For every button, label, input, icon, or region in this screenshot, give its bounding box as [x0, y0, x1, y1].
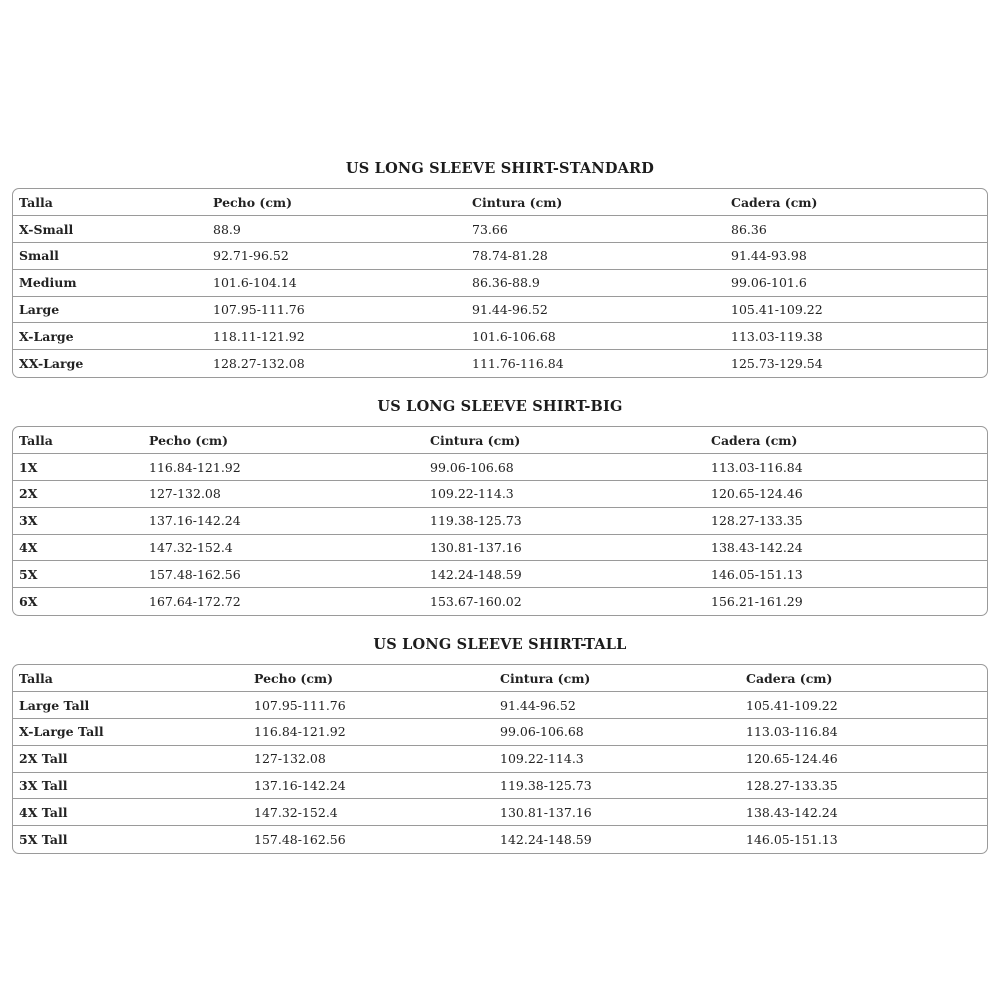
value-cell: 146.05-151.13: [740, 826, 987, 853]
header-cell: Talla: [19, 194, 53, 210]
table-row: [13, 350, 987, 377]
value-cell: 99.06-106.68: [424, 454, 705, 481]
value-cell: 120.65-124.46: [705, 481, 987, 508]
size-cell: X-Small: [13, 216, 207, 243]
size-cell: 5X Tall: [13, 826, 248, 853]
table-row: [13, 323, 987, 350]
value-cell: 118.11-121.92: [207, 323, 466, 350]
value-cell: 147.32-152.4: [248, 799, 494, 826]
value-cell: 101.6-106.68: [466, 323, 725, 350]
value-cell: 92.71-96.52: [207, 243, 466, 270]
value-cell: 107.95-111.76: [248, 692, 494, 719]
size-cell: 4X Tall: [13, 799, 248, 826]
value-cell: 99.06-106.68: [494, 719, 740, 746]
value-cell: 128.27-132.08: [207, 350, 466, 377]
value-cell: 99.06-101.6: [725, 269, 987, 296]
value-cell: 138.43-142.24: [740, 799, 987, 826]
size-table-container: [12, 664, 988, 854]
value-cell: 86.36: [725, 216, 987, 243]
table-row: [13, 269, 987, 296]
header-cell: Pecho (cm): [254, 670, 334, 686]
value-cell: 113.03-119.38: [725, 323, 987, 350]
value-cell: 116.84-121.92: [143, 454, 424, 481]
size-table: [13, 665, 987, 853]
value-cell: 78.74-81.28: [466, 243, 725, 270]
header-cell: Pecho (cm): [149, 432, 229, 448]
size-cell: 3X Tall: [13, 772, 248, 799]
value-cell: 138.43-142.24: [705, 534, 987, 561]
table-row: [13, 588, 987, 615]
table-header-row: [13, 665, 987, 692]
size-table-container: [12, 188, 988, 378]
size-cell: X-Large: [13, 323, 207, 350]
value-cell: 147.32-152.4: [143, 534, 424, 561]
value-cell: 142.24-148.59: [424, 561, 705, 588]
value-cell: 130.81-137.16: [494, 799, 740, 826]
value-cell: 156.21-161.29: [705, 588, 987, 615]
table-row: [13, 534, 987, 561]
header-cell: Talla: [19, 670, 53, 686]
size-cell: 1X: [13, 454, 143, 481]
table-row: [13, 296, 987, 323]
value-cell: 113.03-116.84: [740, 719, 987, 746]
value-cell: 105.41-109.22: [725, 296, 987, 323]
size-cell: 3X: [13, 507, 143, 534]
value-cell: 91.44-96.52: [466, 296, 725, 323]
value-cell: 107.95-111.76: [207, 296, 466, 323]
section-title: US LONG SLEEVE SHIRT-TALL: [373, 636, 627, 653]
size-cell: Large Tall: [13, 692, 248, 719]
header-cell: Cadera (cm): [711, 432, 798, 448]
size-table-container: [12, 426, 988, 616]
table-row: [13, 216, 987, 243]
table-row: [13, 481, 987, 508]
header-cell: Cadera (cm): [731, 194, 818, 210]
value-cell: 137.16-142.24: [248, 772, 494, 799]
table-row: [13, 719, 987, 746]
size-cell: 2X Tall: [13, 745, 248, 772]
value-cell: 105.41-109.22: [740, 692, 987, 719]
value-cell: 146.05-151.13: [705, 561, 987, 588]
header-cell: Cintura (cm): [430, 432, 521, 448]
value-cell: 109.22-114.3: [494, 745, 740, 772]
size-cell: X-Large Tall: [13, 719, 248, 746]
value-cell: 153.67-160.02: [424, 588, 705, 615]
header-cell: Talla: [19, 432, 53, 448]
value-cell: 142.24-148.59: [494, 826, 740, 853]
value-cell: 127-132.08: [143, 481, 424, 508]
table-row: [13, 772, 987, 799]
table-row: [13, 507, 987, 534]
size-cell: Medium: [13, 269, 207, 296]
value-cell: 157.48-162.56: [143, 561, 424, 588]
value-cell: 130.81-137.16: [424, 534, 705, 561]
table-row: [13, 692, 987, 719]
value-cell: 116.84-121.92: [248, 719, 494, 746]
value-cell: 73.66: [466, 216, 725, 243]
value-cell: 127-132.08: [248, 745, 494, 772]
size-cell: 2X: [13, 481, 143, 508]
value-cell: 111.76-116.84: [466, 350, 725, 377]
size-cell: 5X: [13, 561, 143, 588]
size-cell: 6X: [13, 588, 143, 615]
value-cell: 137.16-142.24: [143, 507, 424, 534]
value-cell: 113.03-116.84: [705, 454, 987, 481]
value-cell: 91.44-93.98: [725, 243, 987, 270]
header-cell: Pecho (cm): [213, 194, 293, 210]
table-row: [13, 454, 987, 481]
size-cell: Small: [13, 243, 207, 270]
header-cell: Cintura (cm): [472, 194, 563, 210]
size-table: [13, 189, 987, 377]
value-cell: 119.38-125.73: [424, 507, 705, 534]
value-cell: 167.64-172.72: [143, 588, 424, 615]
table-row: [13, 561, 987, 588]
value-cell: 119.38-125.73: [494, 772, 740, 799]
size-section-big: [12, 388, 988, 616]
value-cell: 128.27-133.35: [740, 772, 987, 799]
table-row: [13, 799, 987, 826]
value-cell: 157.48-162.56: [248, 826, 494, 853]
value-cell: 125.73-129.54: [725, 350, 987, 377]
value-cell: 86.36-88.9: [466, 269, 725, 296]
value-cell: 109.22-114.3: [424, 481, 705, 508]
size-cell: XX-Large: [13, 350, 207, 377]
table-row: [13, 745, 987, 772]
value-cell: 88.9: [207, 216, 466, 243]
value-cell: 128.27-133.35: [705, 507, 987, 534]
header-cell: Cintura (cm): [500, 670, 591, 686]
size-cell: 4X: [13, 534, 143, 561]
table-row: [13, 243, 987, 270]
size-section-tall: [12, 626, 988, 854]
size-cell: Large: [13, 296, 207, 323]
section-title: US LONG SLEEVE SHIRT-BIG: [377, 398, 623, 415]
size-table: [13, 427, 987, 615]
header-cell: Cadera (cm): [746, 670, 833, 686]
size-section-standard: [12, 150, 988, 378]
value-cell: 101.6-104.14: [207, 269, 466, 296]
table-header-row: [13, 427, 987, 454]
table-header-row: [13, 189, 987, 216]
value-cell: 120.65-124.46: [740, 745, 987, 772]
table-row: [13, 826, 987, 853]
value-cell: 91.44-96.52: [494, 692, 740, 719]
section-title: US LONG SLEEVE SHIRT-STANDARD: [345, 160, 655, 177]
